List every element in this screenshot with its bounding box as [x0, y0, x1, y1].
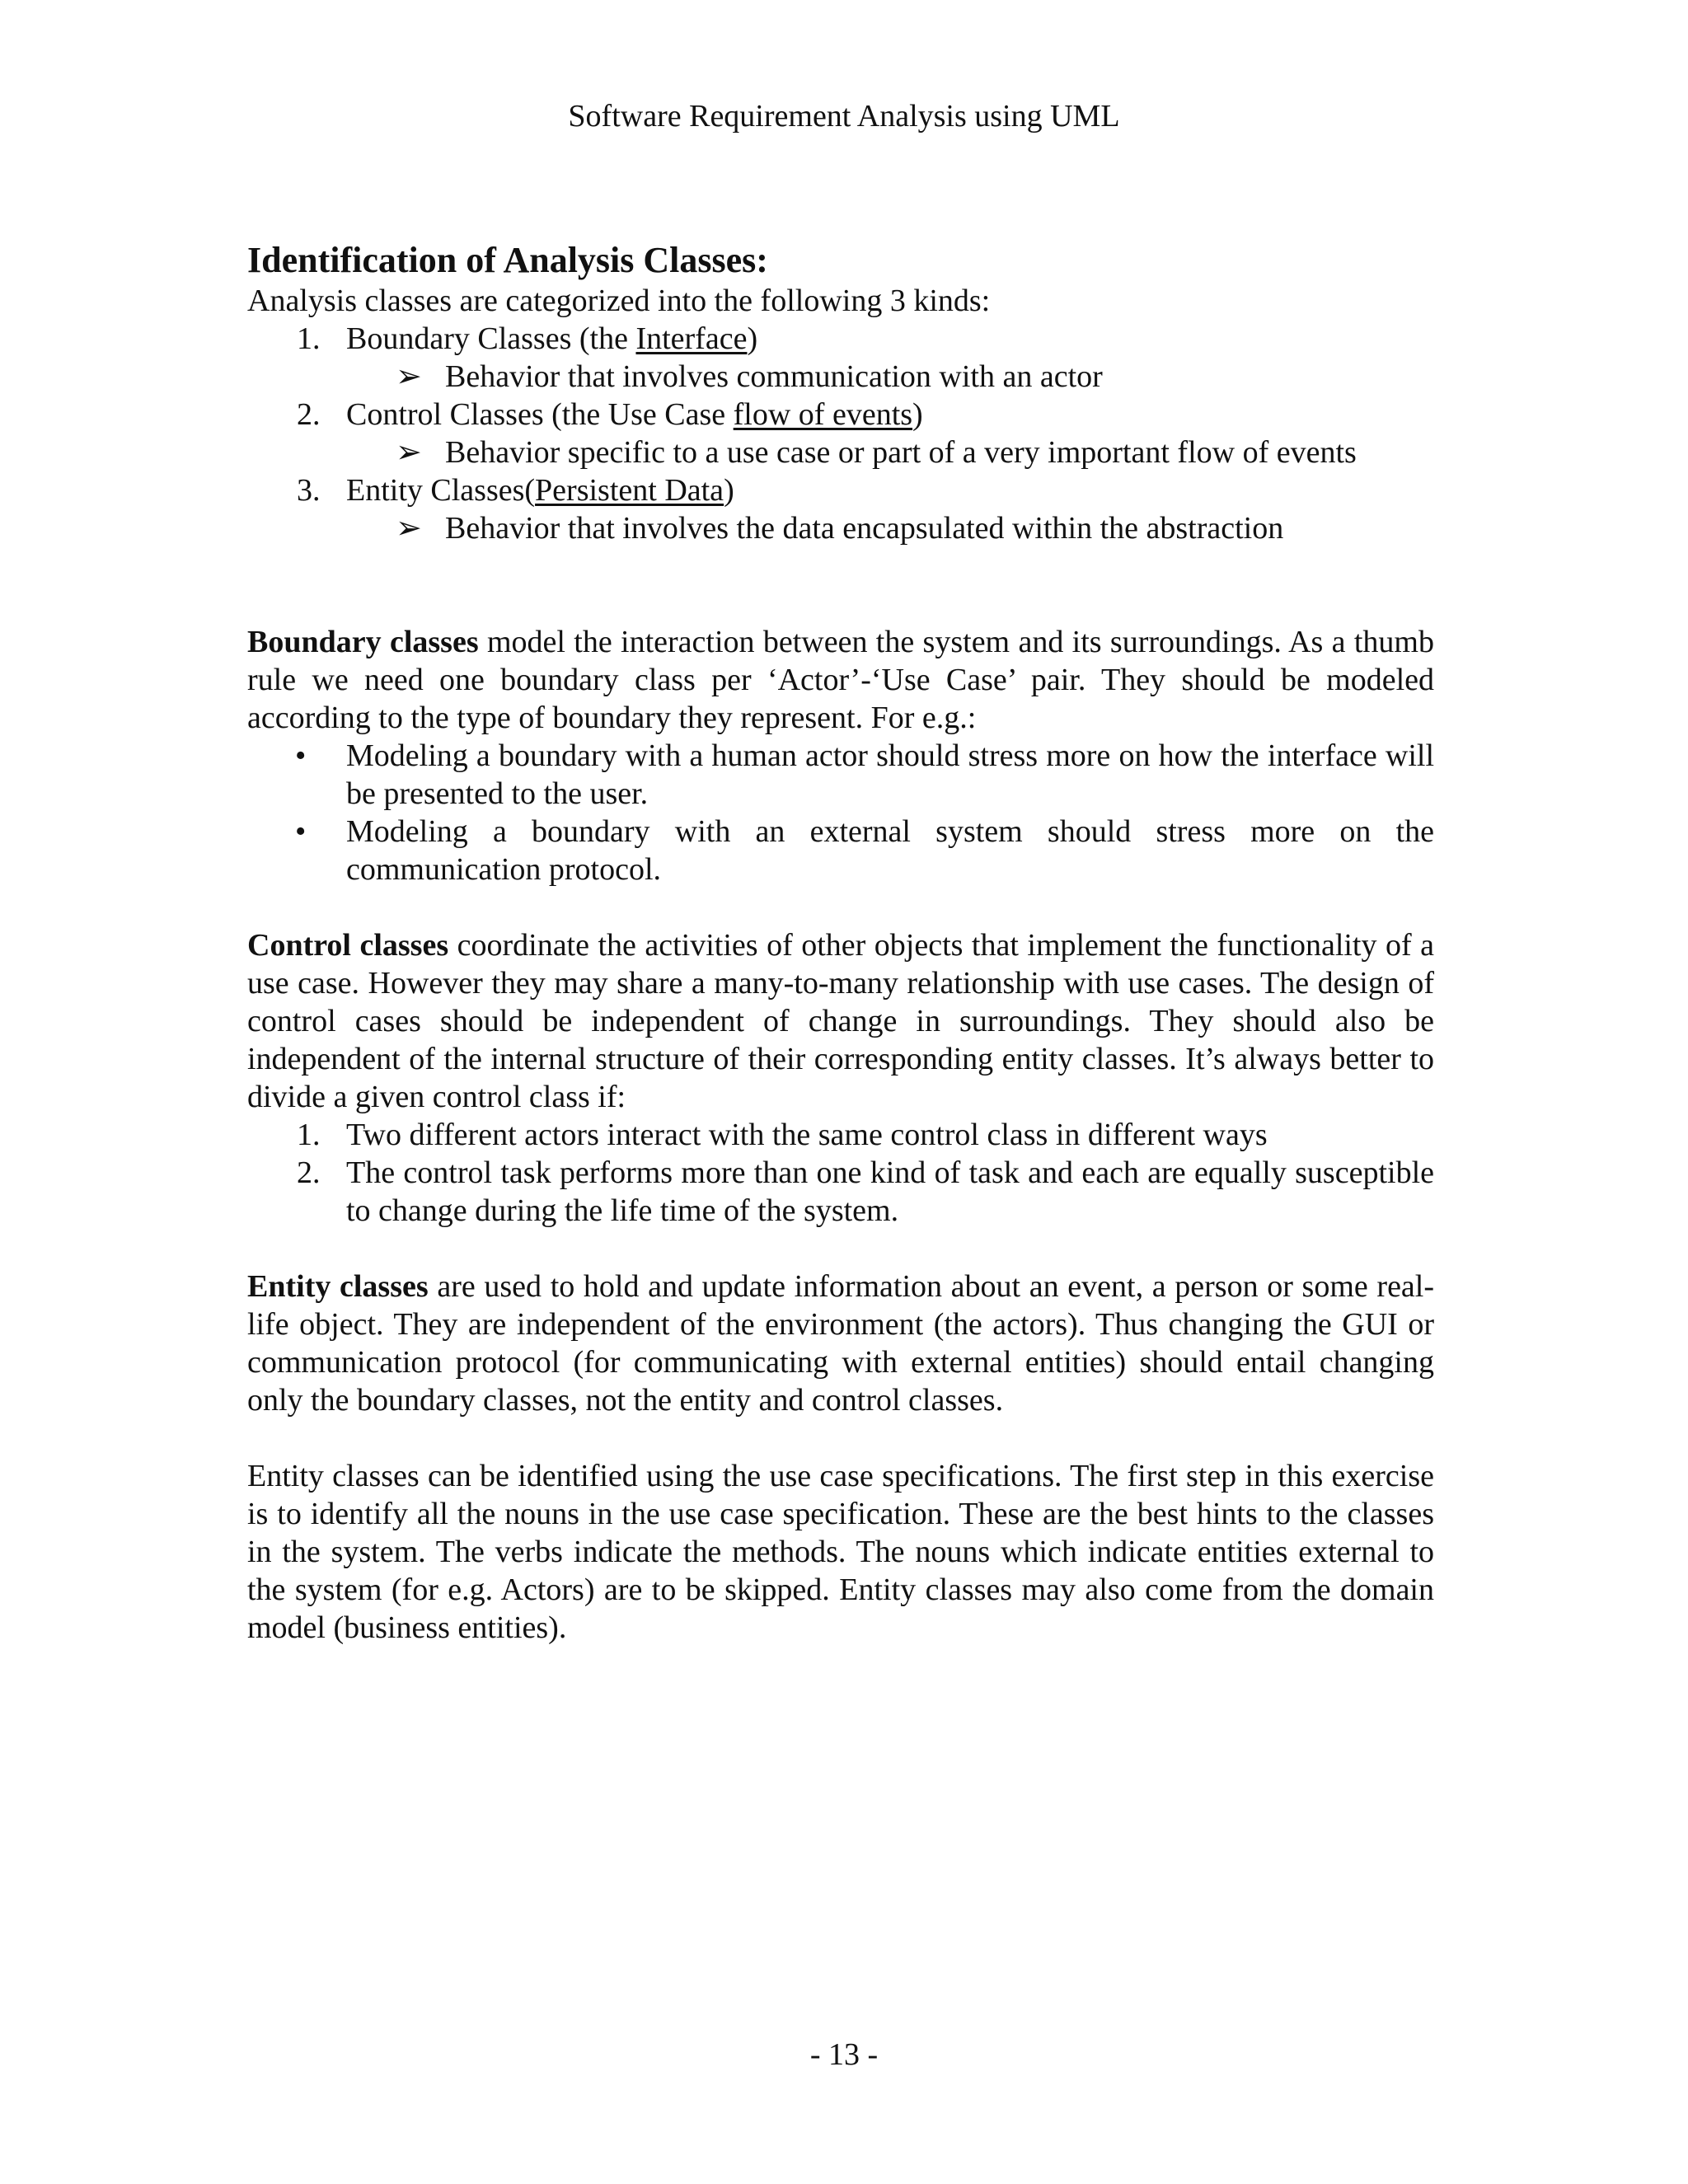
boundary-examples-list	[247, 737, 1434, 888]
kind-control-detail	[247, 434, 1434, 471]
intro-paragraph: Analysis classes are categorized into the following 3 kinds:	[247, 284, 991, 318]
section-title: Identification of Analysis Classes:	[247, 240, 768, 280]
control-division-list	[247, 1116, 1434, 1230]
kind-detail-text: Behavior that involves communication with an actor	[445, 359, 1103, 394]
boundary-example-text: Modeling a boundary with a human actor should stress more on how the interface will be presented to the user.	[346, 738, 1434, 811]
running-header: Software Requirement Analysis using UML	[568, 99, 1120, 134]
kind-underlined-term: Interface	[635, 321, 748, 356]
control-classes-text: coordinate the activities of other objects that implement the functionality of a use case. However they may share a many-to-many relationship with use cases. The design of control cases should be independent of change in surroundings. They should also be independent of the internal structure of their corresponding entity classes. It’s always better to divide a given control class if:	[247, 928, 1434, 1114]
control-division-text: The control task performs more than one kind of task and each are equally susceptible to change during the life time of the system.	[346, 1155, 1434, 1228]
control-classes-term: Control classes	[247, 928, 449, 963]
list-number: 2.	[297, 1155, 321, 1190]
kind-detail-text: Behavior specific to a use case or part of a very important flow of events	[445, 435, 1357, 470]
page-content	[247, 239, 1434, 1647]
arrow-bullet-icon: ➢	[396, 511, 422, 546]
boundary-classes-text: model the interaction between the system and its surroundings. As a thumb rule we need one boundary class per ‘Actor’-‘Use Case’ pair. They should be modeled according to the type of boundary they represent. For e.g.:	[247, 625, 1434, 735]
entity-classes-paragraph	[247, 1268, 1434, 1419]
kind-label-suffix: )	[724, 473, 734, 508]
entity-classes-text: are used to hold and update information about an event, a person or some real-life object. They are independent of the environment (the actors). Thus changing the GUI or communication protocol (for communicating with external entities) should entail changing only the boundary classes, not the entity and control classes.	[247, 1269, 1435, 1418]
kind-label-prefix: Entity Classes(	[346, 473, 536, 508]
kind-underlined-term: flow of events	[733, 397, 913, 432]
kind-label-suffix: )	[747, 321, 758, 356]
boundary-example-item	[247, 813, 1434, 888]
kind-detail-text: Behavior that involves the data encapsulated within the abstraction	[445, 511, 1284, 546]
kind-entity-item	[247, 471, 1434, 509]
page-number: - 13 -	[809, 2037, 879, 2072]
entity-classes-term: Entity classes	[247, 1269, 429, 1304]
entity-identification-paragraph: Entity classes can be identified using the use case specifications. The first step in this exercise is to identify all the nouns in the use case specification. These are the best hints to the classes in the system. The verbs indicate the methods. The nouns which indicate entities external to the system (for e.g. Actors) are to be skipped. Entity classes may also come from the domain model (business entities).	[247, 1459, 1434, 1645]
list-number: 2.	[297, 397, 321, 432]
control-division-item	[247, 1116, 1434, 1154]
list-number: 3.	[297, 473, 321, 508]
boundary-classes-paragraph	[247, 623, 1434, 737]
kind-control-item	[247, 396, 1434, 434]
control-classes-paragraph	[247, 926, 1434, 1116]
boundary-classes-term: Boundary classes	[247, 625, 479, 659]
boundary-example-item	[247, 737, 1434, 813]
list-number: 1.	[297, 1118, 321, 1152]
analysis-class-kinds-list	[247, 320, 1434, 547]
control-division-item	[247, 1154, 1434, 1230]
kind-entity-detail	[247, 509, 1434, 547]
bullet-dot-icon: •	[295, 814, 307, 849]
kind-boundary-detail	[247, 358, 1434, 396]
list-number: 1.	[297, 321, 321, 356]
kind-label-suffix: )	[912, 397, 923, 432]
bullet-dot-icon: •	[295, 738, 307, 773]
arrow-bullet-icon: ➢	[396, 359, 422, 394]
kind-boundary-item	[247, 320, 1434, 358]
kind-label-prefix: Boundary Classes (the	[346, 321, 636, 356]
kind-label-prefix: Control Classes (the Use Case	[346, 397, 734, 432]
arrow-bullet-icon: ➢	[396, 435, 422, 470]
control-division-text: Two different actors interact with the same control class in different ways	[346, 1118, 1268, 1152]
kind-underlined-term: Persistent Data	[535, 473, 724, 508]
boundary-example-text: Modeling a boundary with an external system should stress more on the communication protocol.	[346, 814, 1434, 887]
